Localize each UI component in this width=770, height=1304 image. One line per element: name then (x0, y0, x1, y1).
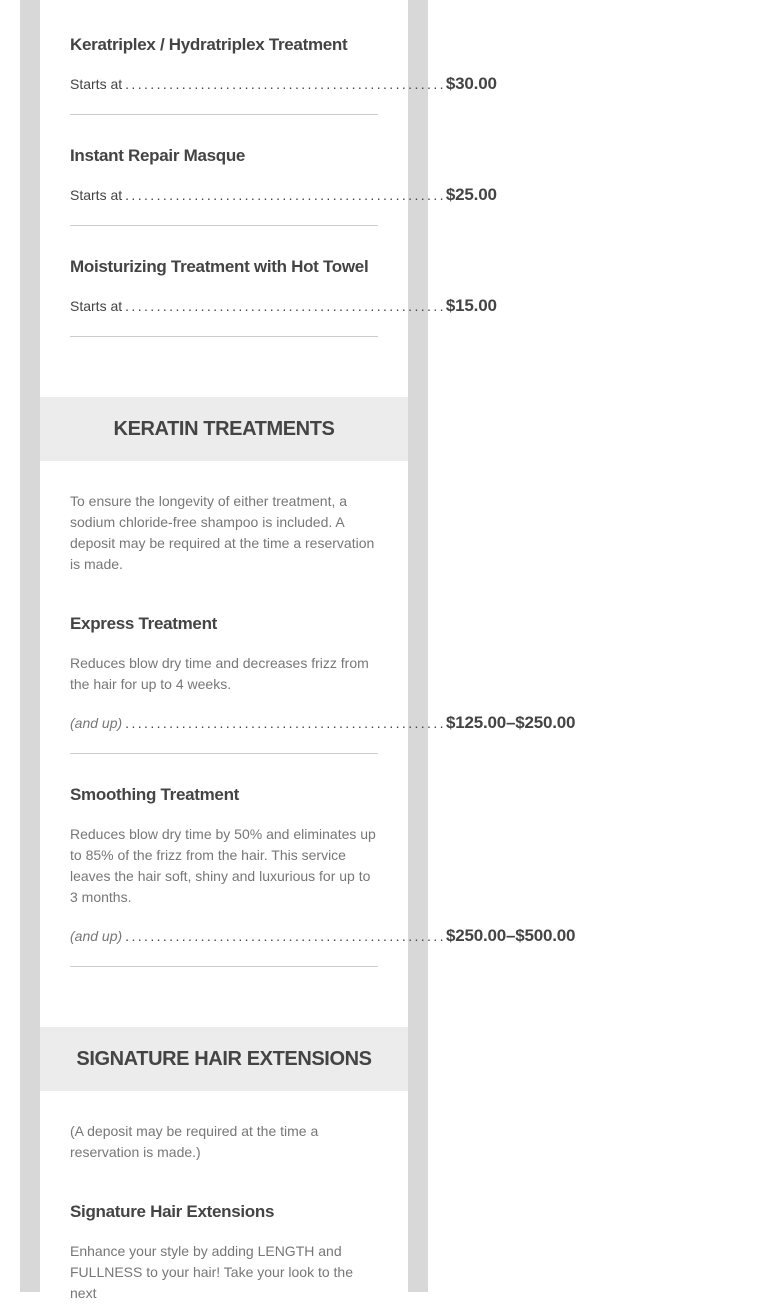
price-row (70, 926, 576, 946)
price-prefix: (and up) (70, 715, 123, 731)
section-intro: (A deposit may be required at the time a reservation is made.) (70, 1123, 319, 1160)
price-value: $25.00 (445, 185, 497, 204)
service-title: Smoothing Treatment (70, 785, 240, 804)
dot-leader: ................................................... (125, 928, 446, 944)
service-title: Instant Repair Masque (70, 146, 246, 165)
divider (70, 966, 378, 967)
services-menu-card (40, 0, 576, 1301)
service-item (70, 575, 576, 754)
section-intro: To ensure the longevity of either treatment, a sodium chloride-free shampoo is included. A deposit may be required at the time a reservation is made. (70, 493, 375, 572)
price-value: $125.00–$250.00 (445, 713, 576, 732)
section-header-extensions (40, 1027, 408, 1091)
section-title: SIGNATURE HAIR EXTENSIONS (76, 1047, 372, 1070)
service-item (70, 754, 576, 967)
price-row (70, 74, 497, 94)
price-prefix: Starts at (70, 298, 123, 314)
section-header-keratin (40, 397, 408, 461)
service-title: Express Treatment (70, 614, 218, 633)
dot-leader: ................................................... (125, 715, 446, 731)
extensions-list (40, 1121, 408, 1304)
service-description: Enhance your style by adding LENGTH and FULLNESS to your hair! Take your look to the next (70, 1243, 353, 1301)
price-row (70, 296, 497, 316)
hair-treatments-list (40, 0, 497, 337)
service-description: Reduces blow dry time and decreases frizz from the hair for up to 4 weeks. (70, 655, 369, 692)
service-item (70, 1163, 378, 1304)
service-item (70, 226, 497, 337)
service-title: Signature Hair Extensions (70, 1202, 275, 1221)
service-item (70, 115, 497, 226)
price-prefix: Starts at (70, 187, 123, 203)
service-title: Keratriplex / Hydratriplex Treatment (70, 35, 348, 54)
dot-leader: ................................................... (125, 298, 446, 314)
price-row (70, 185, 497, 205)
price-row (70, 713, 576, 733)
keratin-list (40, 491, 576, 967)
price-value: $15.00 (445, 296, 497, 315)
divider (70, 336, 378, 337)
service-item (70, 0, 497, 115)
price-value: $250.00–$500.00 (445, 926, 576, 945)
dot-leader: ................................................... (125, 187, 446, 203)
price-prefix: Starts at (70, 76, 123, 92)
service-description: Reduces blow dry time by 50% and eliminates up to 85% of the frizz from the hair. This service leaves the hair soft, shiny and luxurious for up to 3 months. (70, 826, 376, 905)
price-value: $30.00 (445, 74, 497, 93)
section-title: KERATIN TREATMENTS (113, 417, 335, 440)
dot-leader: ................................................... (125, 76, 446, 92)
service-title: Moisturizing Treatment with Hot Towel (70, 257, 369, 276)
price-prefix: (and up) (70, 928, 123, 944)
